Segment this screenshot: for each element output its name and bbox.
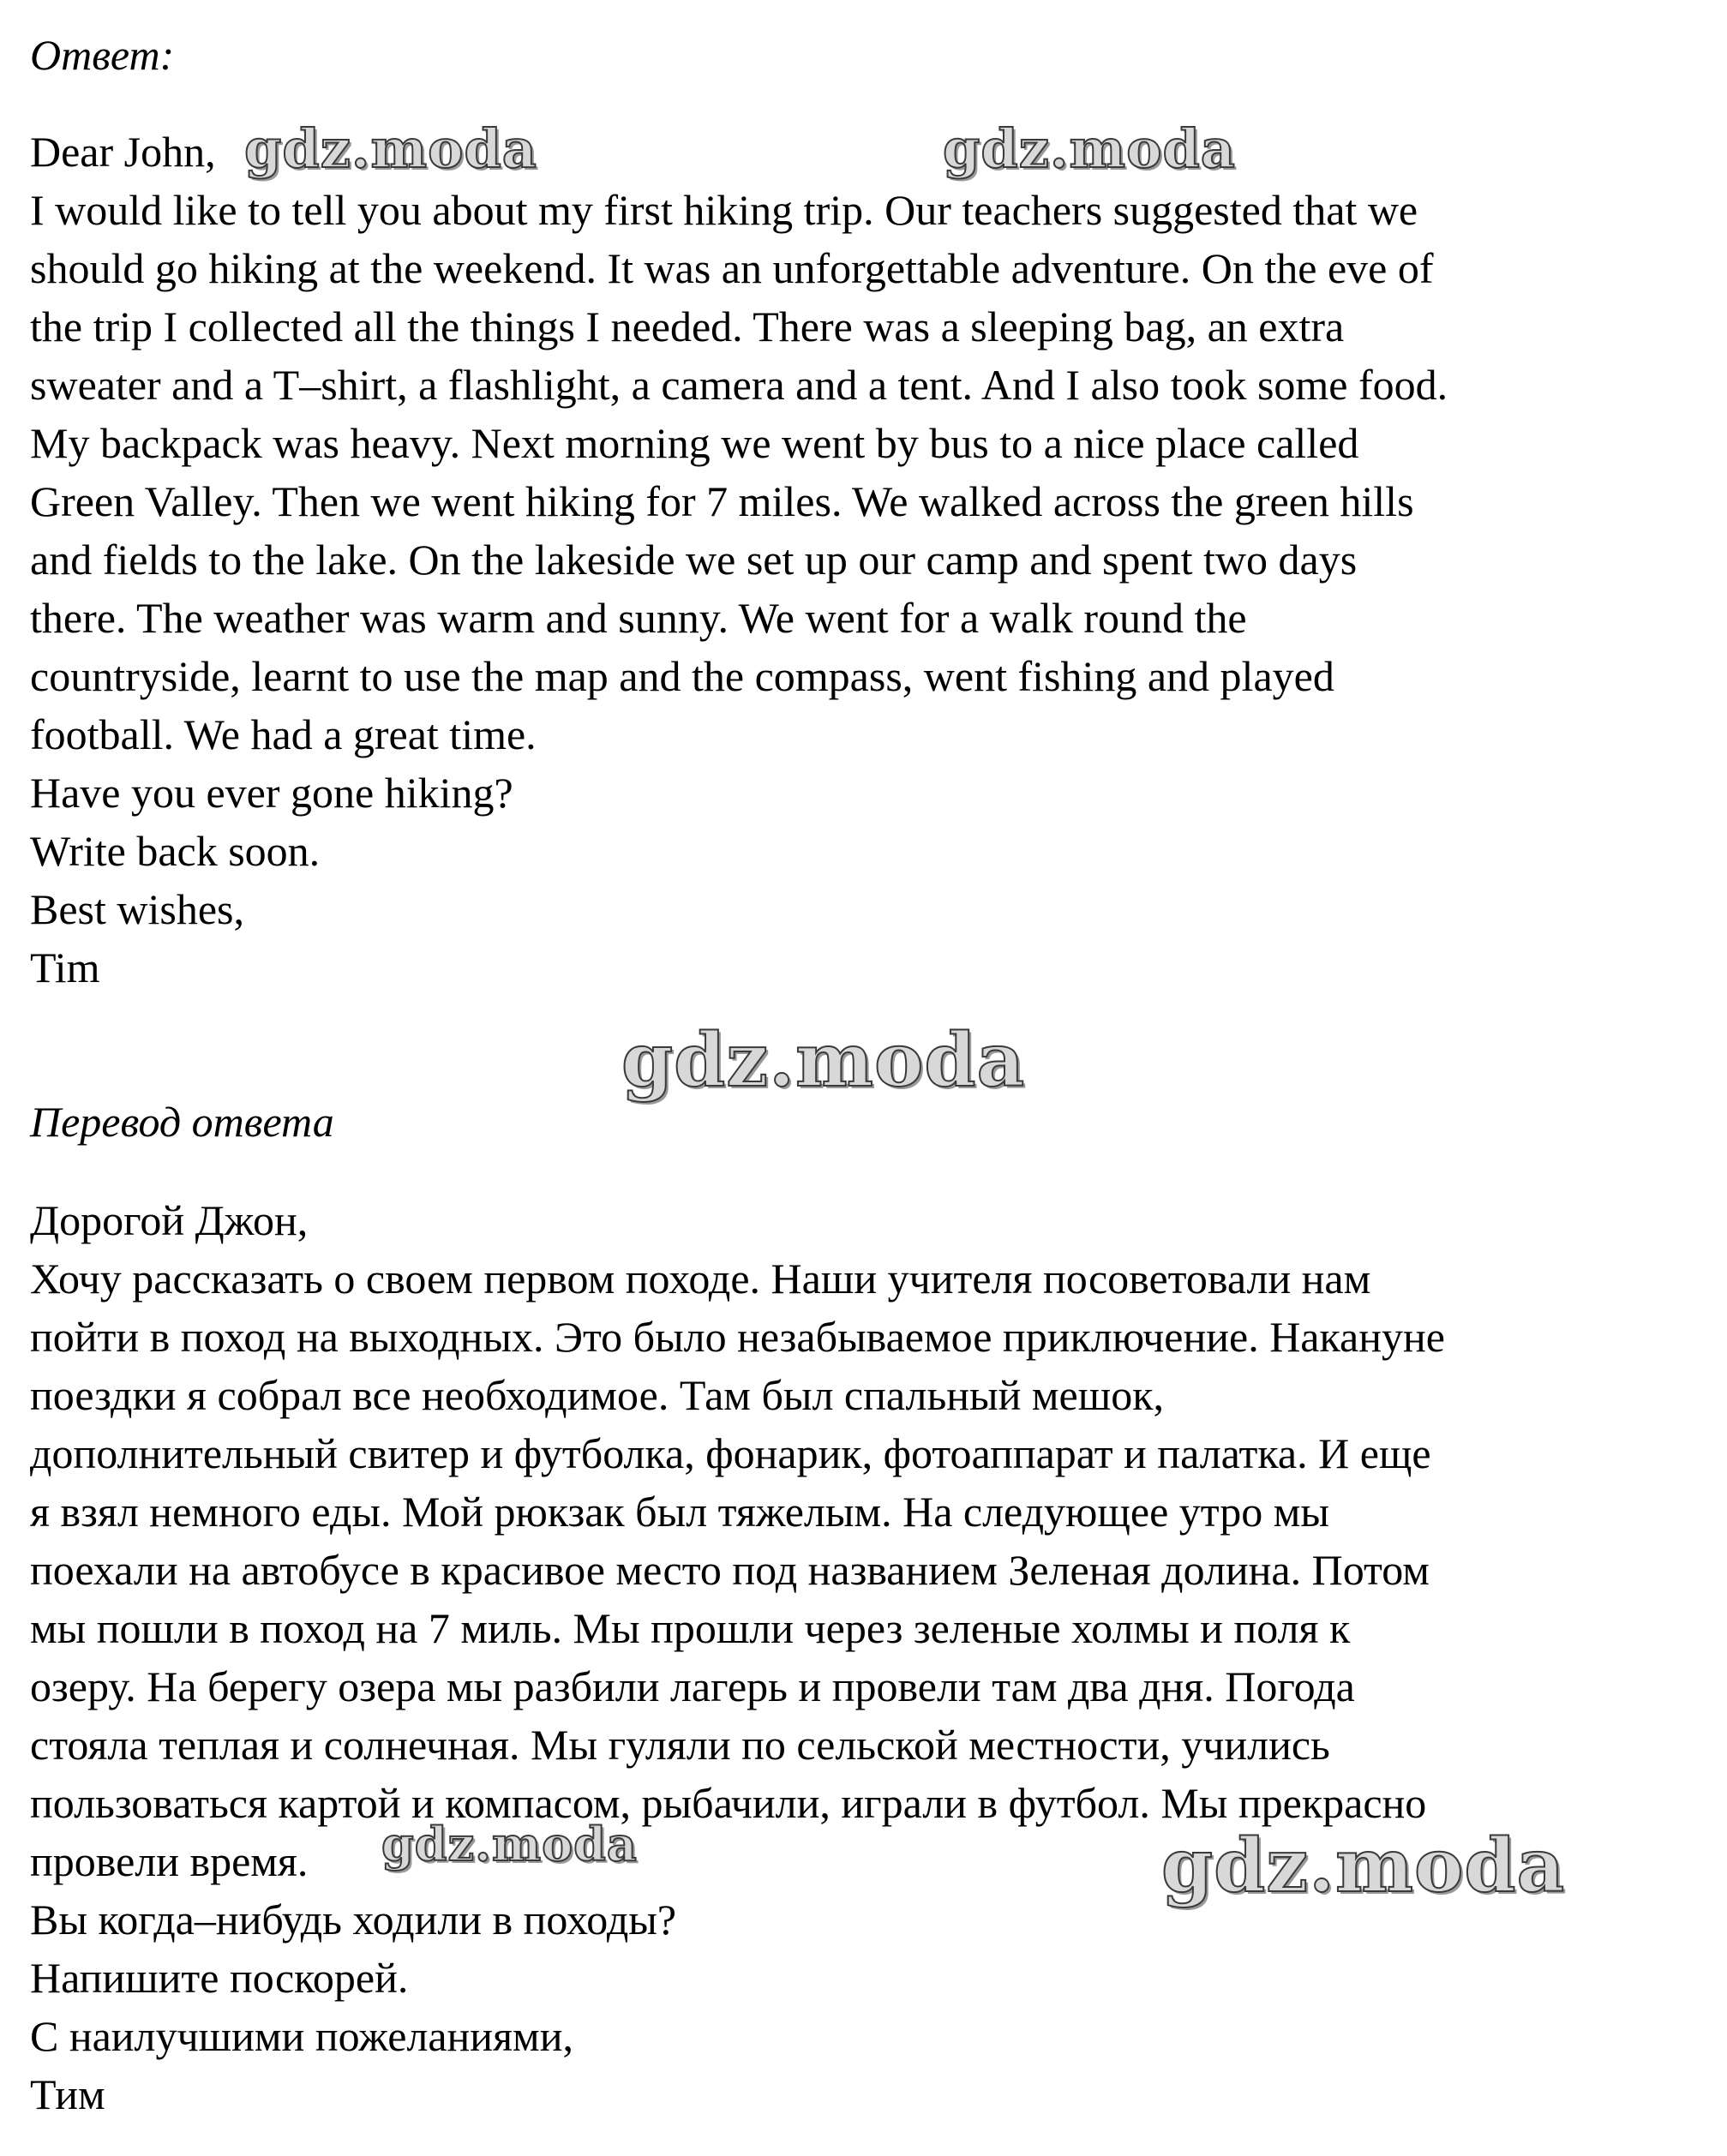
answer-heading: Ответ: [30, 31, 175, 79]
letter-ru-line: поездки я собрал все необходимое. Там был спальный мешок, [30, 1371, 1164, 1419]
letter-ru-line: Вы когда–нибудь ходили в походы? [30, 1895, 677, 1943]
letter-en-line: football. We had a great time. [30, 710, 537, 758]
letter-en-greeting: Dear John, [30, 128, 216, 176]
letter-ru-line: С наилучшими пожеланиями, [30, 2012, 573, 2060]
letter-ru-line: дополнительный свитер и футболка, фонарик, фотоаппарат и палатка. И еще [30, 1429, 1431, 1477]
letter-ru-line: мы пошли в поход на 7 миль. Мы прошли через зеленые холмы и поля к [30, 1604, 1351, 1652]
watermark: gdz.moda [244, 117, 537, 180]
letter-en-line: Green Valley. Then we went hiking for 7 miles. We walked across the green hills [30, 477, 1414, 525]
letter-en-line: My backpack was heavy. Next morning we went by bus to a nice place called [30, 419, 1359, 467]
letter-en-line: I would like to tell you about my first hiking trip. Our teachers suggested that we [30, 186, 1418, 234]
letter-en-line: Write back soon. [30, 827, 321, 875]
letter-en-line: Best wishes, [30, 885, 244, 933]
watermark: gdz.moda [381, 1817, 638, 1872]
letter-ru-line: Напишите поскорей. [30, 1954, 409, 2002]
letter-en-line: should go hiking at the weekend. It was an unforgettable adventure. On the eve of [30, 244, 1434, 292]
letter-en-line: countryside, learnt to use the map and the compass, went fishing and played [30, 652, 1334, 700]
watermark: gdz.moda [621, 1017, 1026, 1104]
watermark: gdz.moda [1161, 1823, 1566, 1909]
translation-heading: Перевод ответа [30, 1098, 334, 1146]
letter-en-line: Have you ever gone hiking? [30, 769, 513, 817]
letter-en-line: sweater and a T–shirt, a flashlight, a camera and a tent. And I also took some food. [30, 361, 1448, 409]
letter-ru-line: Хочу рассказать о своем первом походе. Наши учителя посоветовали нам [30, 1255, 1371, 1303]
letter-ru-line: пользоваться картой и компасом, рыбачили, играли в футбол. Мы прекрасно [30, 1779, 1427, 1827]
letter-ru-line: озеру. На берегу озера мы разбили лагерь и провели там два дня. Погода [30, 1662, 1355, 1710]
letter-ru-line: провели время. [30, 1837, 309, 1885]
letter-ru-signature: Тим [30, 2070, 105, 2118]
letter-ru-line: пойти в поход на выходных. Это было незабываемое приключение. Накануне [30, 1313, 1445, 1361]
watermark: gdz.moda [943, 117, 1236, 180]
letter-ru-line: поехали на автобусе в красивое место под названием Зеленая долина. Потом [30, 1546, 1430, 1594]
letter-en-line: the trip I collected all the things I needed. There was a sleeping bag, an extra [30, 302, 1345, 350]
letter-ru-greeting: Дорогой Джон, [30, 1196, 309, 1244]
letter-en-line: and fields to the lake. On the lakeside we set up our camp and spent two days [30, 536, 1358, 584]
letter-en-line: there. The weather was warm and sunny. We went for a walk round the [30, 594, 1247, 642]
letter-ru-line: я взял немного еды. Мой рюкзак был тяжелым. На следующее утро мы [30, 1488, 1329, 1536]
letter-en-signature: Tim [30, 943, 100, 991]
letter-ru-line: стояла теплая и солнечная. Мы гуляли по сельской местности, учились [30, 1721, 1330, 1769]
